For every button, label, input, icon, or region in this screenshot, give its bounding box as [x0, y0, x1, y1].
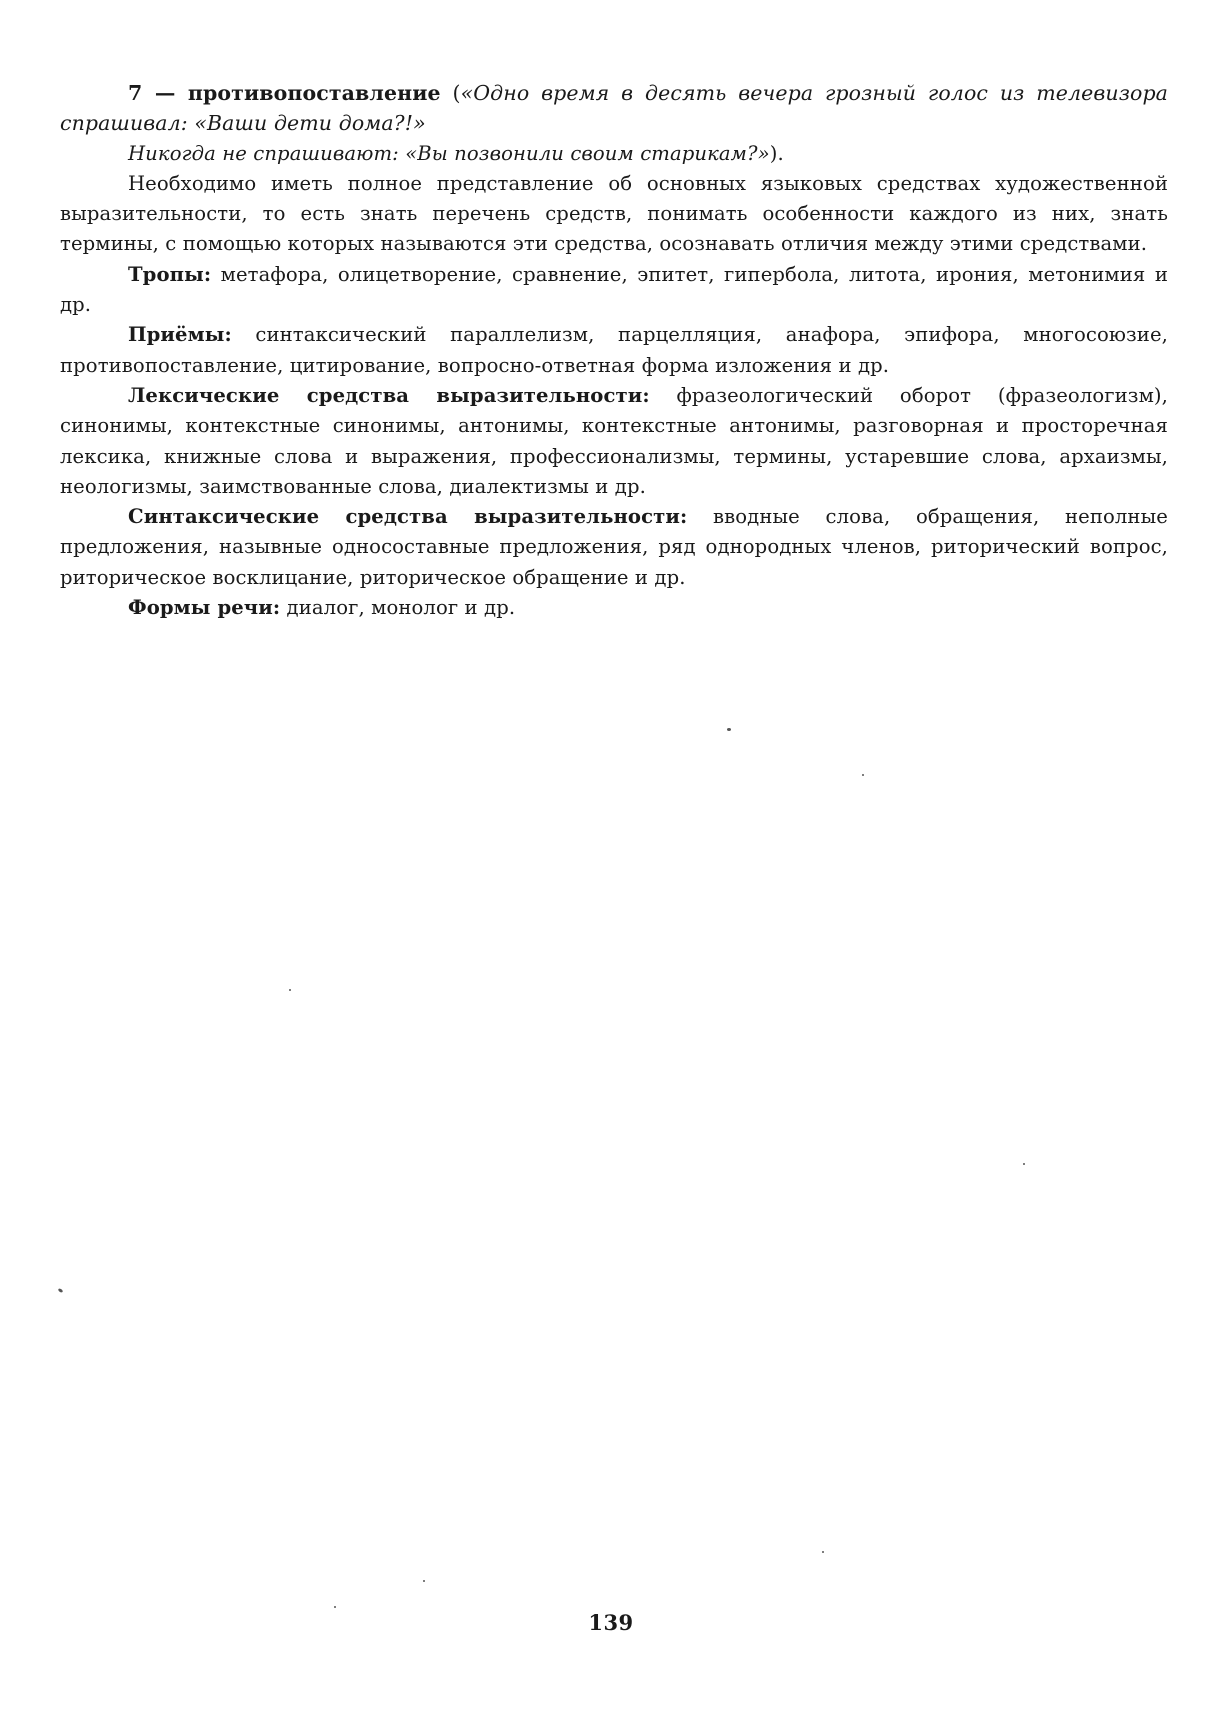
paragraph-speech-forms [60, 593, 1168, 623]
scan-speck [423, 1580, 425, 1582]
page-number: 139 [588, 1610, 634, 1635]
quote-old-folks: Никогда не спрашивают: «Вы позвонили своим старикам?» [128, 141, 770, 165]
scan-speck [822, 1551, 824, 1553]
syntactic-text: вводные слова, обращения, неполные предложения, назывные односоставные предложения, ряд однородных членов, риторический вопрос, риторическое восклицание, риторическое обращение и др. [60, 505, 1168, 589]
devices-text: синтаксический параллелизм, парцелляция, анафора, эпифора, многосоюзие, противопоставление, цитирование, вопросно-ответная форма изложения и др. [60, 323, 1168, 377]
paragraph-intro [60, 169, 1168, 260]
term-devices: Приёмы: [128, 323, 232, 347]
tropes-text: метафора, олицетворение, сравнение, эпитет, гипербола, литота, ирония, метонимия и др. [60, 262, 1168, 317]
scan-speck [1023, 1163, 1025, 1165]
paragraph-quote-continuation [60, 139, 1168, 169]
scan-speck [334, 1606, 336, 1608]
speech-forms-text: диалог, монолог и др. [280, 596, 516, 620]
paragraph-syntactic [60, 502, 1168, 593]
paragraph-devices [60, 320, 1168, 381]
scan-speck [289, 989, 291, 991]
term-contrast: 7 — противопоставление [128, 81, 441, 105]
close-paren: ). [769, 141, 784, 165]
term-speech-forms: Формы речи: [128, 596, 281, 620]
term-syntactic: Синтаксические средства выразительности: [128, 505, 688, 529]
page-body [60, 78, 1168, 623]
term-lexical: Лексические средства выразительности: [128, 383, 650, 407]
scan-speck [862, 774, 864, 776]
intro-text: Необходимо иметь полное представление об основных языковых средствах художественной выразительности, то есть знать перечень средств, понимать особенности каждого из них, знать термины, с помощью которых называются эти средства, осознавать отличия между этими средствами. [60, 171, 1168, 256]
scan-speck [58, 1288, 64, 1293]
scan-speck [727, 728, 731, 731]
paragraph-tropes [60, 260, 1168, 321]
quote-tv-voice: «Одно время в десять вечера грозный голос из телевизора спрашивал: «Ваши дети дома?!» [60, 81, 1168, 136]
paragraph-lexical [60, 381, 1168, 502]
open-paren: ( [440, 81, 461, 105]
paragraph-contrast-example [60, 78, 1168, 139]
lexical-text: фразеологический оборот (фразеологизм), синонимы, контекстные синонимы, антонимы, контекстные антонимы, разговорная и просторечная лексика, книжные слова и выражения, профессионализмы, термины, устаревшие слова, архаизмы, неологизмы, заимствованные слова, диалектизмы и др. [60, 383, 1168, 498]
term-tropes: Тропы: [128, 262, 212, 286]
